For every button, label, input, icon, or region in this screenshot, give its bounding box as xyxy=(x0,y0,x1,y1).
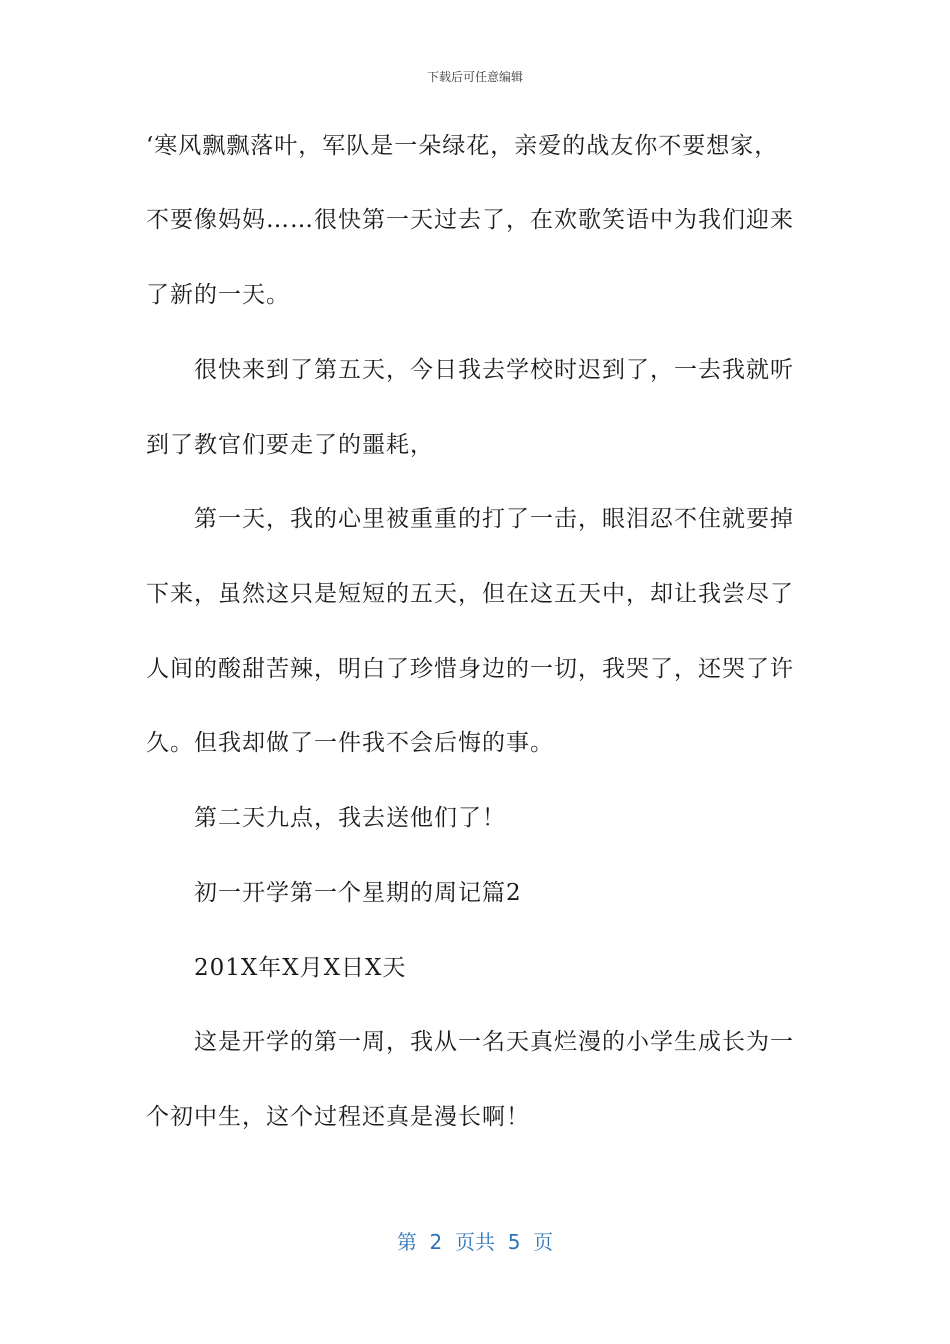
page-header: 下载后可任意编辑 xyxy=(426,70,523,84)
body-line: 人间的酸甜苦辣，明白了珍惜身边的一切，我哭了，还哭了许 xyxy=(146,656,794,682)
body-line: 这是开学的第一周，我从一名天真烂漫的小学生成长为一 xyxy=(146,1029,794,1055)
body-line: 了新的一天。 xyxy=(146,282,290,308)
body-line: 下来，虽然这只是短短的五天，但在这五天中，却让我尝尽了 xyxy=(146,581,794,607)
body-line: 久。但我却做了一件我不会后悔的事。 xyxy=(146,730,554,756)
body-line: 很快来到了第五天，今日我去学校时迟到了，一去我就听 xyxy=(146,357,794,383)
page-number-footer: 第 2 页共 5 页 xyxy=(396,1230,554,1254)
body-line: ‘寒风飘飘落叶，军队是一朵绿花，亲爱的战友你不要想家， xyxy=(146,133,779,159)
body-line: 第二天九点，我去送他们了！ xyxy=(146,805,506,831)
body-line: 到了教官们要走了的噩耗， xyxy=(146,432,434,458)
body-line: 第一天，我的心里被重重的打了一击，眼泪忍不住就要掉 xyxy=(146,506,794,532)
body-line: 不要像妈妈……很快第一天过去了，在欢歌笑语中为我们迎来 xyxy=(146,207,794,233)
date-line: 201X年X月X日X天 xyxy=(146,955,407,981)
body-line: 个初中生，这个过程还真是漫长啊！ xyxy=(146,1104,530,1130)
section-heading: 初一开学第一个星期的周记篇2 xyxy=(146,880,522,906)
